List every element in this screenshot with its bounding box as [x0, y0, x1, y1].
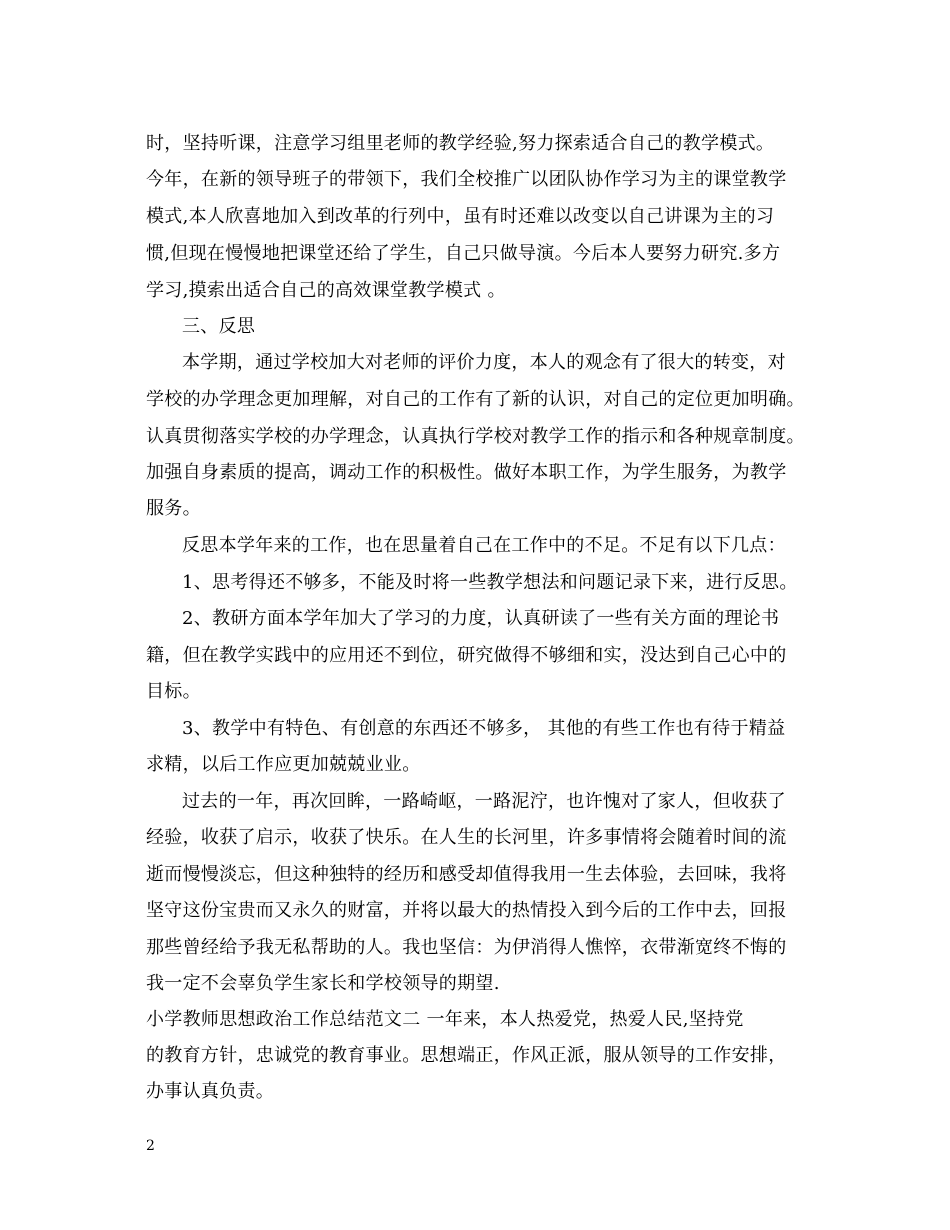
text-line: 的教育方针，忠诚党的教育事业。思想端正，作风正派，服从领导的工作安排，: [146, 1045, 787, 1066]
text-line: 过去的一年，再次回眸，一路崎岖，一路泥泞，也许愧对了家人，但收获了: [182, 791, 786, 812]
text-line: 2、教研方面本学年加大了学习的力度，认真研读了一些有关方面的理论书: [182, 608, 780, 629]
text-line: 惯,但现在慢慢地把课堂还给了学生，自己只做导演。今后本人要努力研究.多方: [146, 243, 781, 264]
text-line: 本学期，通过学校加大对老师的评价力度，本人的观念有了很大的转变，对: [182, 352, 786, 373]
text-line: 学习,摸索出适合自己的高效课堂教学模式 。: [146, 280, 506, 301]
text-line: 逝而慢慢淡忘，但这种独特的经历和感受却值得我用一生去体验，去回味，我将: [146, 864, 787, 885]
text-line: 1、思考得还不够多，不能及时将一些教学想法和问题记录下来，进行反思。: [182, 572, 798, 593]
text-line: 模式,本人欣喜地加入到改革的行列中，虽有时还难以改变以自己讲课为主的习: [146, 206, 775, 227]
text-line: 我一定不会辜负学生家长和学校领导的期望.: [146, 973, 500, 994]
text-line: 求精，以后工作应更加兢兢业业。: [146, 754, 421, 775]
text-line: 3、教学中有特色、有创意的东西还不够多， 其他的有些工作也有待于精益: [182, 718, 786, 739]
text-line: 时，坚持听课，注意学习组里老师的教学经验,努力探索适合自己的教学模式。: [146, 133, 775, 154]
text-line: 今年，在新的领导班子的带领下，我们全校推广以团队协作学习为主的课堂教学: [146, 169, 787, 190]
text-line: 坚守这份宝贵而又永久的财富，并将以最大的热情投入到今后的工作中去，回报: [146, 900, 787, 921]
text-line: 经验，收获了启示，收获了快乐。在人生的长河里，许多事情将会随着时间的流: [146, 827, 787, 848]
text-line: 反思本学年来的工作，也在思量着自己在工作中的不足。不足有以下几点：: [182, 535, 786, 556]
text-line: 籍，但在教学实践中的应用还不到位，研究做得不够细和实，没达到自己心中的: [146, 645, 787, 666]
text-line: 服务。: [146, 498, 201, 519]
page-number: 2: [146, 1138, 155, 1154]
text-line: 办事认真负责。: [146, 1081, 275, 1102]
text-line: 那些曾经给予我无私帮助的人。我也坚信：为伊消得人憔悴，衣带渐宽终不悔的: [146, 937, 787, 958]
text-line: 加强自身素质的提高，调动工作的积极性。做好本职工作，为学生服务，为教学: [146, 462, 787, 483]
text-line: 目标。: [146, 681, 201, 702]
text-line: 学校的办学理念更加理解，对自己的工作有了新的认识，对自己的定位更加明确。: [146, 389, 805, 410]
section-heading: 三、反思: [182, 316, 256, 337]
text-line: 认真贯彻落实学校的办学理念，认真执行学校对教学工作的指示和各种规章制度。: [146, 426, 805, 447]
text-line: 小学教师思想政治工作总结范文二 一年来，本人热爱党，热爱人民,坚持党: [146, 1009, 744, 1030]
